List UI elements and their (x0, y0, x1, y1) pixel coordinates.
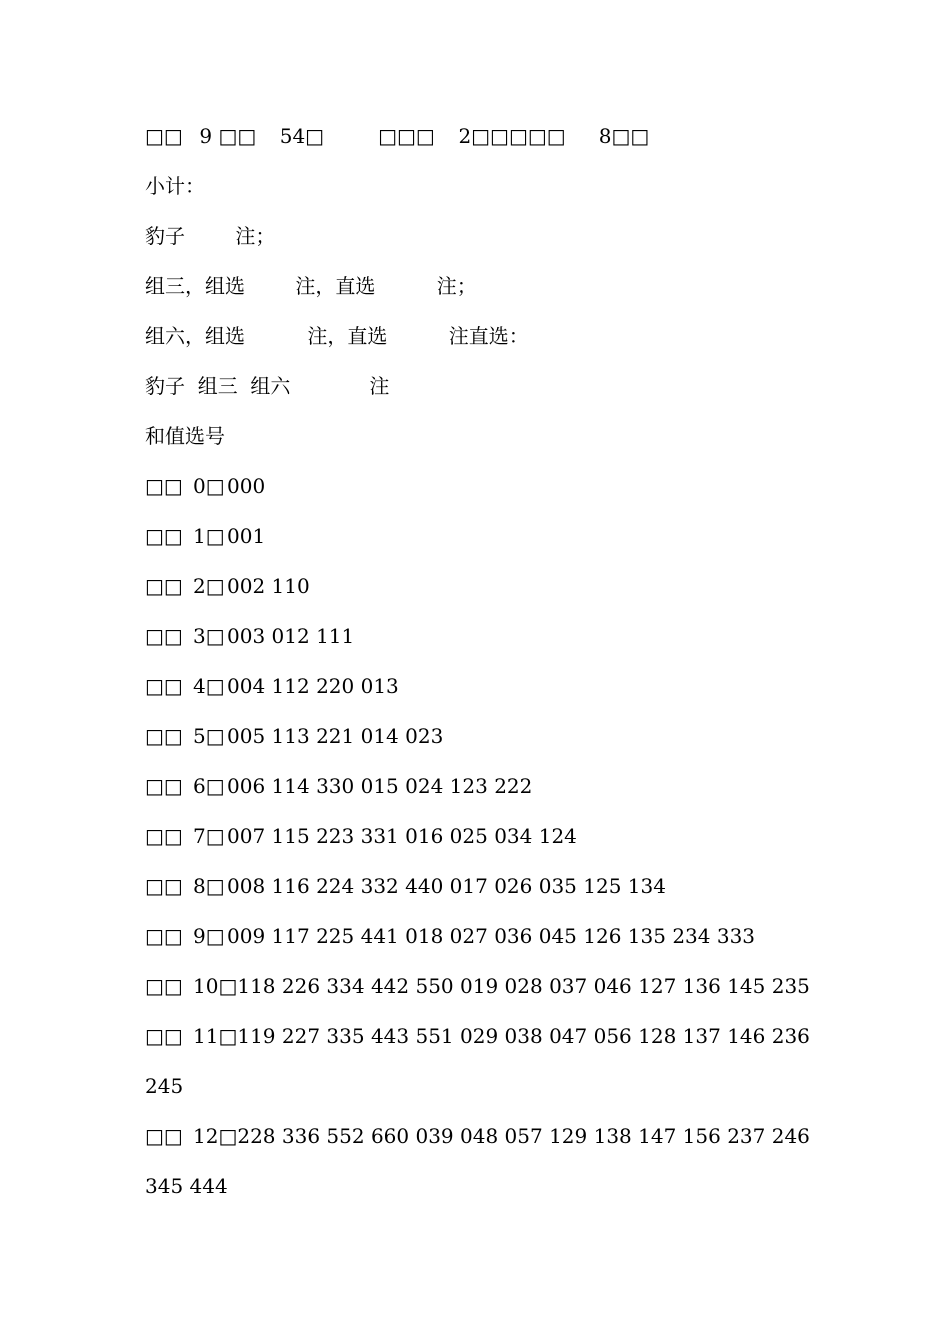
sum-tag: □□ (145, 674, 183, 698)
sum-numbers: 001 (227, 524, 266, 548)
sum-key: 4□ (193, 674, 225, 698)
sum-row (145, 471, 265, 501)
sum-tag: □□ (145, 1124, 183, 1148)
header-seg-b: 9 □□ (199, 124, 257, 148)
sum-key: 10□ (193, 974, 238, 998)
sum-key: 12□ (193, 1124, 238, 1148)
sum-row (145, 621, 354, 651)
sum-key: 11□ (193, 1024, 238, 1048)
sum-tag: □□ (145, 974, 183, 998)
sum-tag: □□ (145, 1024, 183, 1048)
sum-tag: □□ (145, 824, 183, 848)
sum-tag: □□ (145, 924, 183, 948)
sum-row (145, 821, 577, 851)
zu3-direct-label: 注，直选 (295, 274, 376, 298)
sum-row (145, 521, 265, 551)
zu6-unit: 注直选： (448, 324, 529, 348)
sum-row (145, 1121, 810, 1151)
zu3-group-label: 组三，组选 (145, 274, 245, 298)
sum-tag: □□ (145, 724, 183, 748)
sum-numbers: 008 116 224 332 440 017 026 035 125 134 (227, 874, 666, 898)
sum-row (145, 671, 399, 701)
sum-key: 3□ (193, 624, 225, 648)
sum-tag: □□ (145, 774, 183, 798)
sum-tag: □□ (145, 524, 183, 548)
sum-row-continuation: 245 (145, 1074, 184, 1098)
sum-row (145, 571, 310, 601)
sum-numbers: 119 227 335 443 551 029 038 047 056 128 137 146 236 (237, 1024, 810, 1048)
zu6-group-label: 组六，组选 (145, 324, 245, 348)
zu3-line (145, 271, 477, 301)
sum-numbers: 007 115 223 331 016 025 034 124 (227, 824, 577, 848)
section-title: 和值选号 (145, 424, 225, 448)
sum-key: 2□ (193, 574, 225, 598)
sum-numbers: 000 (227, 474, 266, 498)
header-seg-a: □□ (145, 124, 183, 148)
zu6-direct-label: 注，直选 (307, 324, 388, 348)
sum-key: 9□ (193, 924, 225, 948)
sum-tag: □□ (145, 874, 183, 898)
header-seg-f: 8□□ (598, 124, 650, 148)
sum-key: 0□ (193, 474, 225, 498)
sum-row (145, 721, 443, 751)
baozi-label: 豹子 (145, 224, 185, 248)
subtotal-label: 小计： (145, 174, 205, 198)
sum-tag: □□ (145, 474, 183, 498)
sum-row (145, 871, 666, 901)
sum-tag: □□ (145, 574, 183, 598)
sum-numbers: 118 226 334 442 550 019 028 037 046 127 136 145 235 (237, 974, 810, 998)
sum-key: 1□ (193, 524, 225, 548)
summary-unit: 注 (369, 374, 390, 398)
header-seg-c: 54□ (279, 124, 325, 148)
sum-numbers: 228 336 552 660 039 048 057 129 138 147 156 237 246 (237, 1124, 810, 1148)
summary-line (145, 371, 389, 401)
header-seg-d: □□□ (378, 124, 435, 148)
sum-numbers: 005 113 221 014 023 (227, 724, 444, 748)
zu6-line (145, 321, 529, 351)
sum-row (145, 921, 755, 951)
baozi-line (145, 221, 275, 251)
zu3-unit: 注； (436, 274, 477, 298)
sum-numbers: 006 114 330 015 024 123 222 (227, 774, 533, 798)
sum-numbers: 002 110 (227, 574, 310, 598)
sum-key: 8□ (193, 874, 225, 898)
sum-row-continuation: 345 444 (145, 1174, 228, 1198)
sum-numbers: 009 117 225 441 018 027 036 045 126 135 234 333 (227, 924, 756, 948)
baozi-unit: 注； (235, 224, 276, 248)
header-line (145, 121, 649, 151)
summary-types: 豹子 组三 组六 (145, 374, 291, 398)
sum-key: 7□ (193, 824, 225, 848)
sum-numbers: 003 012 111 (227, 624, 355, 648)
sum-row (145, 971, 810, 1001)
header-seg-e: 2□□□□□ (458, 124, 566, 148)
sum-numbers: 004 112 220 013 (227, 674, 399, 698)
sum-key: 5□ (193, 724, 225, 748)
sum-row (145, 771, 532, 801)
sum-key: 6□ (193, 774, 225, 798)
sum-tag: □□ (145, 624, 183, 648)
sum-row (145, 1021, 810, 1051)
